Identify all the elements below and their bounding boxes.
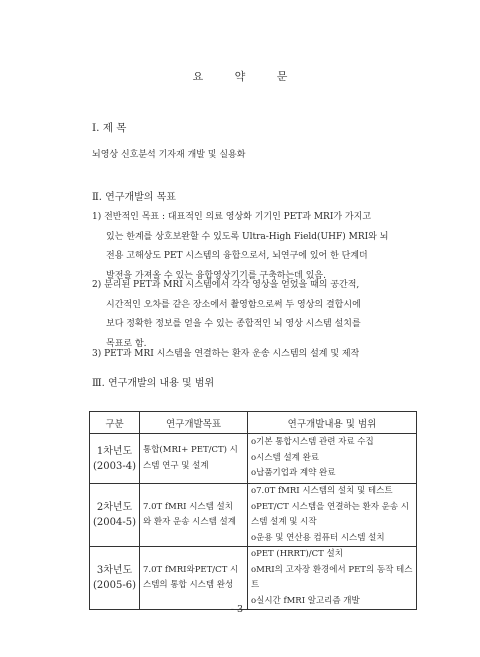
content-line: o실시간 fMRI 알고리즘 개발 (251, 595, 360, 606)
section-heading-title: Ⅰ. 제 목 (92, 122, 127, 134)
document-title: 요 약 문 (192, 70, 302, 83)
content-line: oPET (HRRT)/CT 설치 (251, 549, 343, 559)
table-row (90, 547, 417, 610)
goal-item-2-line: 시간적인 오차를 같은 장소에서 촬영함으로써 두 영상의 결합시에 (106, 299, 361, 310)
year-label: 3차년도 (96, 565, 133, 576)
year-range: (2004-5) (93, 517, 136, 528)
content-cell (248, 484, 417, 547)
goal-cell (140, 484, 248, 547)
year-label: 2차년도 (96, 502, 133, 513)
year-label: 1차년도 (96, 445, 133, 457)
goal-line: 스템 연구 및 설계 (143, 460, 209, 471)
goal-item-2 (92, 276, 361, 354)
content-cell (248, 547, 417, 610)
goal-line: 스템의 통합 시스템 완성 (143, 580, 234, 590)
goal-item-2-line: 보다 정확한 정보를 얻을 수 있는 종합적인 뇌 영상 시스템 설치를 (106, 319, 361, 329)
table-header-category: 구분 (90, 412, 140, 434)
section-heading-scope: Ⅲ. 연구개발의 내용 및 범위 (92, 378, 215, 389)
content-line: o납품기업과 계약 완료 (251, 468, 336, 479)
content-line: o기본 통합시스템 관련 자료 수집 (251, 437, 374, 448)
year-cell (90, 484, 140, 547)
project-subject: 뇌영상 신호분석 기자재 개발 및 실용화 (92, 150, 246, 160)
goal-line: 7.0T fMRI와PET/CT 시 (143, 564, 239, 575)
goal-cell (140, 547, 248, 610)
page-number: - 3 - (230, 604, 250, 615)
table-header-content: 연구개발내용 및 범위 (248, 412, 417, 434)
goal-item-2-line: 2) 분리된 PET과 MRI 시스템에서 각각 영상을 얻었을 때의 공간적, (92, 280, 360, 290)
goal-item-3-line: 3) PET과 MRI 시스템을 연결하는 환자 운송 시스템의 설계 및 제작 (92, 349, 360, 359)
content-line: 트 (251, 580, 260, 590)
year-range: (2003-4) (93, 460, 136, 472)
table-header-row (90, 412, 417, 434)
goal-line: 통합(MRI+ PET/CT) 시 (143, 445, 238, 455)
content-line: oMRI의 고자장 환경에서 PET의 동작 테스 (251, 564, 413, 575)
year-cell (90, 434, 140, 484)
goal-item-1-line: 전용 고해상도 PET 시스템의 융합으로서, 뇌연구에 있어 한 단계더 (106, 251, 368, 261)
goal-cell (140, 434, 248, 484)
table-row (90, 434, 417, 484)
section-heading-goals: Ⅱ. 연구개발의 목표 (92, 192, 176, 203)
content-line: 스템 설계 및 시작 (251, 517, 317, 527)
goal-item-1-line: 1) 전반적인 목표 : 대표적인 의료 영상화 기기인 PET과 MRI가 가지고 (92, 212, 372, 222)
goal-line: 7.0T fMRI 시스템 설치 (143, 501, 233, 512)
goal-item-1-line: 있는 한계를 상호보완할 수 있도록 Ultra-High Field(UHF) MRI와 뇌 (106, 231, 389, 242)
year-range: (2005-6) (93, 580, 136, 591)
goal-item-1-line: 발전을 가져올 수 있는 융합영상기기를 구축하는데 있음. (106, 270, 326, 281)
content-line: o시스템 설계 완료 (251, 452, 319, 463)
content-line: o7.0T fMRI 시스템의 설치 및 테스트 (251, 486, 393, 496)
goal-item-1 (92, 208, 388, 286)
table-row (90, 484, 417, 547)
content-line: oPET/CT 시스템을 연결하는 환자 운송 시 (251, 501, 410, 512)
content-cell (248, 434, 417, 484)
table-header-goal: 연구개발목표 (140, 412, 248, 434)
goal-item-2-line: 목표로 함. (106, 338, 147, 349)
research-plan-table (89, 411, 417, 610)
year-cell (90, 547, 140, 610)
content-line: o운용 및 연산용 컴퓨터 시스템 설치 (251, 532, 385, 543)
goal-line: 와 환자 운송 시스템 설계 (143, 517, 236, 527)
goal-item-3 (92, 345, 359, 365)
